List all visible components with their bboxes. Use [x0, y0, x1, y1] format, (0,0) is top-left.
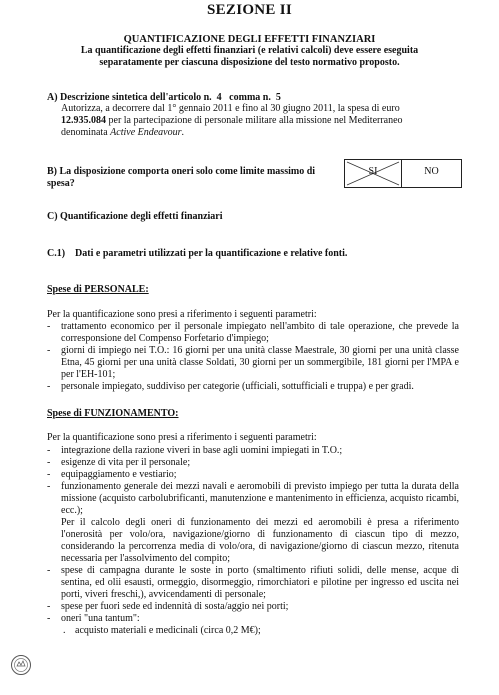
- list-item: - esigenze di vita per il personale;: [47, 457, 459, 469]
- personale-intro: Per la quantificazione sono presi a riferimento i seguenti parametri:: [47, 309, 317, 320]
- mission-name: Active Endeavour: [110, 127, 182, 138]
- funzionamento-paragraph: Per il calcolo degli oneri di funzionamento dei mezzi ed aeromobili è presa a riferimento l'onerosità per volo/ora, navigazione/giorno di funzionamento di ciascun tipo di mezzo, considerando la percorrenza media di volo/ora, di navigazione/giorno di ciascun mezzo, ritenuta necessaria per l'assolvimento del compito;: [61, 517, 459, 564]
- no-label: NO: [424, 166, 439, 177]
- subtitle-line-1: La quantificazione degli effetti finanziari (e relativi calcoli) deve essere eseguita: [80, 45, 419, 56]
- funzionamento-list: [47, 445, 459, 637]
- si-no-box: [344, 159, 462, 188]
- list-item: - integrazione della razione viveri in base agli uomini impiegati in T.O.;: [47, 445, 459, 457]
- section-a-heading: A) Descrizione sintetica dell'articolo n. 4 comma n. 5: [47, 92, 281, 103]
- list-item: - personale impiegato, suddiviso per categorie (ufficiali, sottufficiali e truppa) e per gradi.: [47, 381, 459, 393]
- list-subitem: . acquisto materiali e medicinali (circa 0,2 M€);: [61, 625, 459, 637]
- no-cell: [402, 160, 461, 187]
- section-a-body: [61, 103, 459, 139]
- section-c-heading: C) Quantificazione degli effetti finanziari: [47, 211, 223, 222]
- section-b-question: [47, 166, 315, 190]
- list-item: - spese di campagna durante le soste in porto (smaltimento rifiuti solidi, delle mense, acque di sentina, ed olii esausti, ormeggio, disormeggio, rimorchiatori e pilotine per ingresso ed uscita nei porti, viveri freschi,), avvicendamenti di personale;: [47, 565, 459, 601]
- section-b-line-1: B) La disposizione comporta oneri solo come limite massimo di: [47, 166, 316, 177]
- amount: 12.935.084: [61, 115, 106, 126]
- funzionamento-heading: Spese di FUNZIONAMENTO:: [47, 408, 179, 419]
- official-stamp-icon: [10, 654, 32, 676]
- section-b-line-2: spesa?: [47, 178, 75, 189]
- list-item: - trattamento economico per il personale impiegato nell'ambito di tale operazione, che prevede la corresponsione del Compenso Forfetario d'impiego;: [47, 321, 459, 345]
- personale-list: [47, 321, 459, 393]
- personale-heading: Spese di PERSONALE:: [47, 284, 149, 295]
- list-item: - spese per fuori sede ed indennità di sosta/aggio nei porti;: [47, 601, 459, 613]
- si-cell: [345, 160, 402, 187]
- list-item: - oneri "una tantum":: [47, 613, 459, 625]
- si-label: SI: [368, 166, 378, 177]
- section-a-line-2: 12.935.084 per la partecipazione di personale militare alla missione nel Mediterraneo: [61, 115, 403, 126]
- list-item: - equipaggiamento e vestiario;: [47, 469, 459, 481]
- list-item: - funzionamento generale dei mezzi navali e aeromobili di previsto impiego per tutta la durata della missione (acquisto carbolubrificanti, manutenzione e mantenimento in efficienza, acquisto ricambi, ecc.);: [47, 481, 459, 517]
- subtitle-line-2: separatamente per ciascuna disposizione del testo normativo proposto.: [99, 57, 400, 68]
- section-c1-heading: C.1) Dati e parametri utilizzati per la quantificazione e relative fonti.: [47, 248, 348, 259]
- list-item: - giorni di impiego nei T.O.: 16 giorni per una unità classe Maestrale, 30 giorni per una unità classe Etna, 45 giorni per una unità classe Soldati, 30 giorni per un sommergibile, 181 giorni per l'MPA e per l'EH-101;: [47, 345, 459, 381]
- section-a-line-3: denominata Active Endeavour.: [61, 127, 185, 138]
- section-a-line-1: Autorizza, a decorrere dal 1° gennaio 2011 e fino al 30 giugno 2011, la spesa di euro: [61, 103, 400, 114]
- funzionamento-intro: Per la quantificazione sono presi a riferimento i seguenti parametri:: [47, 432, 317, 443]
- main-heading: QUANTIFICAZIONE DEGLI EFFETTI FINANZIARI: [123, 34, 376, 45]
- subtitle: [0, 45, 499, 69]
- section-title: SEZIONE II: [206, 2, 293, 18]
